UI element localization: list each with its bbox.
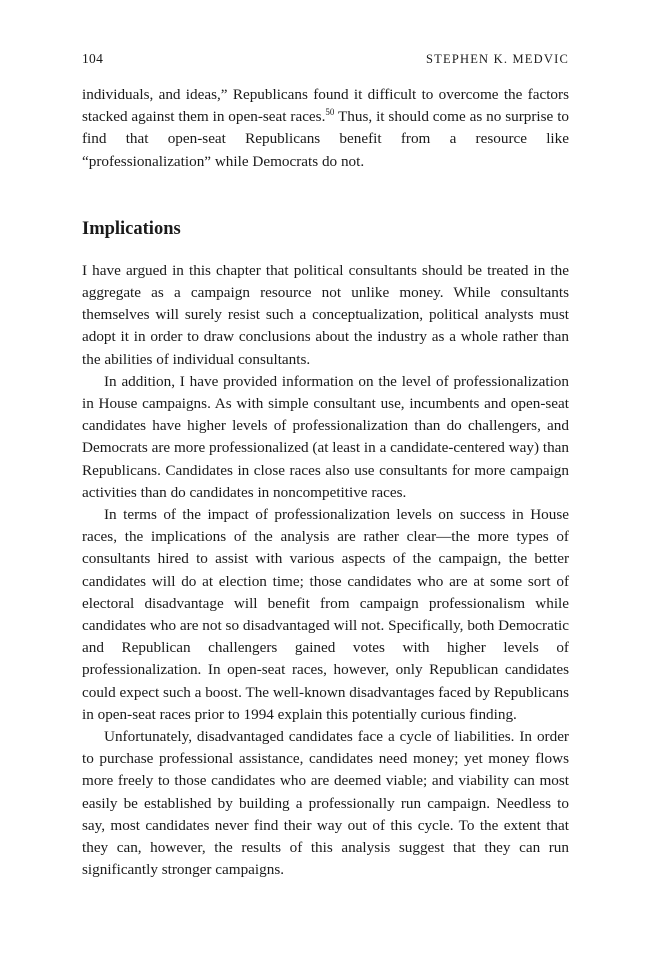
paragraph-text: Thus, it should come as no surprise to find that open-seat Republicans benefit from a resource like “professionalization” while Democrats do not.	[82, 108, 570, 170]
section-heading: Implications	[82, 218, 181, 239]
page-number: 104	[82, 51, 104, 66]
body-text	[82, 84, 569, 882]
book-page	[82, 0, 569, 975]
paragraph-text: individuals, and ideas,” Republicans found it difficult to overcome the factors stacked against them in open-seat races.	[82, 86, 569, 126]
running-head-author: STEPHEN K. MEDVIC	[426, 52, 569, 66]
paragraph: Unfortunately, disadvantaged candidates face a cycle of liabilities. In order to purchase professional assistance, candidates need money; yet money flows more freely to those candidates who are deemed viable; and viability can most easily be established by building a professionally run campaign. Needless to say, most candidates never find their way out of this cycle. To the extent that they can, however, the results of this analysis suggest that they can run significantly stronger campaigns.	[82, 728, 569, 879]
paragraph: I have argued in this chapter that political consultants should be treated in the aggregate as a campaign resource not unlike money. While consultants themselves will surely resist such a conceptualization, political analysts must adopt it in order to draw conclusions about the industry as a whole rather than the abilities of individual consultants.	[82, 261, 569, 368]
paragraph: In terms of the impact of professionalization levels on success in House races, the implications of the analysis are rather clear—the more types of consultants hired to assist with various aspects of the campaign, the better candidates will do at election time; those candidates who are at some sort of electoral disadvantage will benefit from campaign professionalism while candidates who are not so disadvantaged will not. Specifically, both Democratic and Republican challengers gained votes with higher levels of professionalization. In open-seat races, however, only Republican candidates could expect such a boost. The well-known disadvantages faced by Republicans in open-seat races prior to 1994 explain this potentially curious finding.	[82, 506, 569, 723]
continued-paragraph	[82, 84, 569, 173]
paragraph: In addition, I have provided information on the level of professionalization in House campaigns. As with simple consultant use, incumbents and open-seat candidates have higher levels of professionalization than do challengers, and Democrats are more professionalized (at least in a candidate-centered way) than Republicans. Candidates in close races also use consultants for more campaign activities than do candidates in noncompetitive races.	[82, 372, 569, 501]
note-reference: 50	[325, 107, 335, 118]
running-head	[82, 51, 569, 67]
